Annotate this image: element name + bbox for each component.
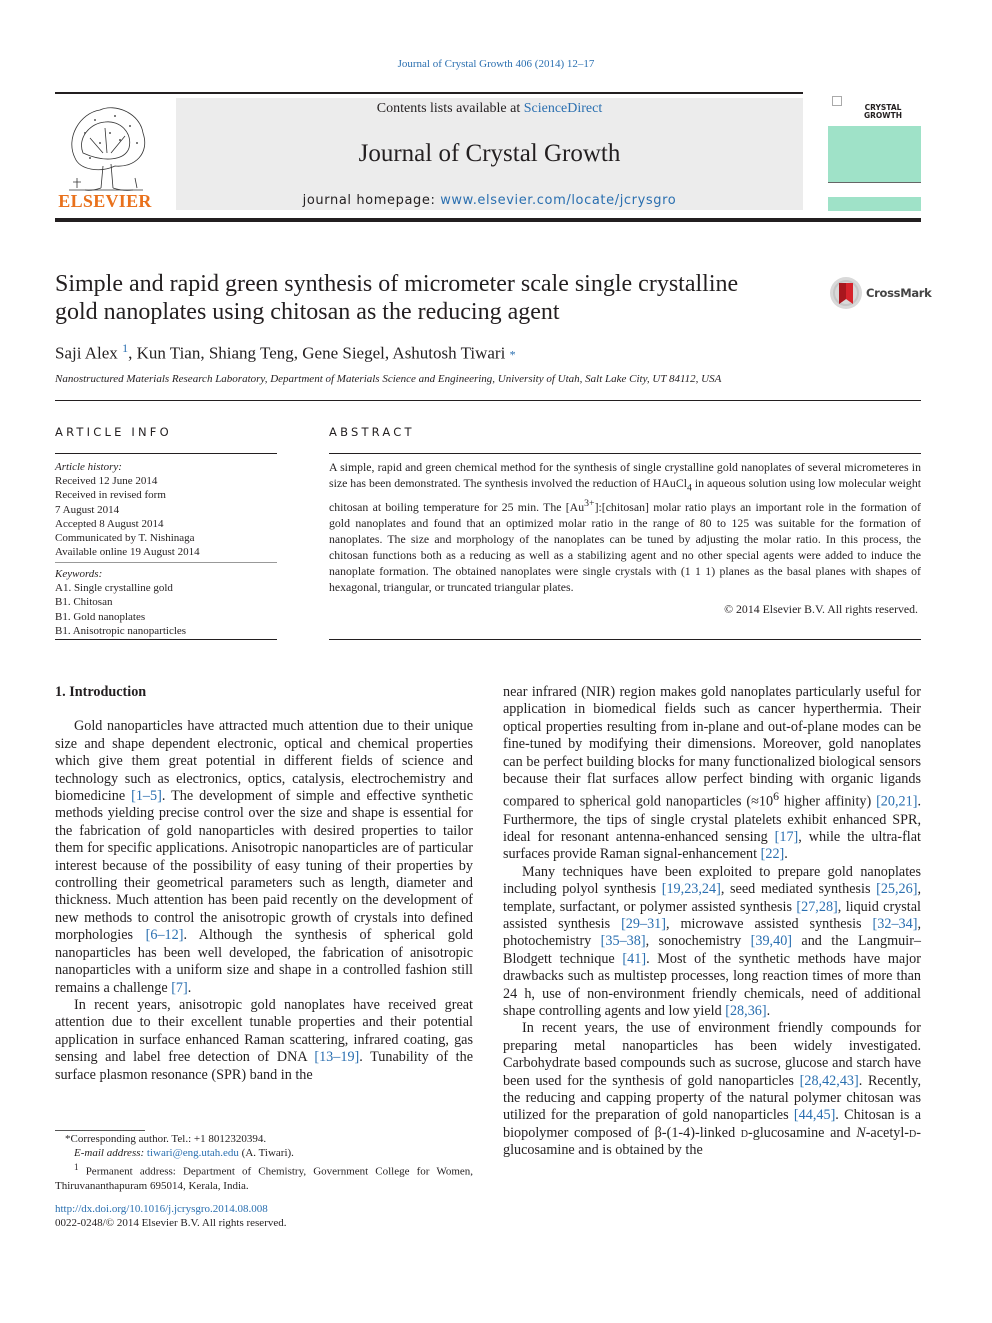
footnote-star: * [65,1133,71,1145]
author-footnote-mark[interactable]: 1 [122,341,129,355]
history-item: Received 12 June 2014 [55,475,158,488]
author-list [55,341,516,364]
cover-image [828,126,921,182]
small-caps: d [740,1124,749,1141]
paragraph [55,997,473,1084]
text: . The development of simple and effective synthetic methods yielding precise control over the size and shape is essential for the fabrication of gold nanoparticles with desired properties to tailor them for specific applications. Anisotropic nanoparticles are of particular interest because of the possibility of easy tuning of their properties by controlling their geometrical parameters such as length, diameter and thickness. Much attention has been paid recently on the development of new methods to control the anisotropic growth of crystals into defined morphologies [55,788,473,944]
footnote-text: Corresponding author. Tel.: +1 8012320394. [70,1133,267,1145]
doi-block [55,1202,287,1231]
affiliation: Nanostructured Materials Research Laboratory, Department of Materials Science and Engineering, University of Utah, Salt Lake City, UT 84112, USA [55,373,722,385]
email-link[interactable]: tiwari@eng.utah.edu [146,1147,239,1159]
text: , while the ultra-flat surfaces provide Raman signal-enhancement [503,828,921,863]
info-top-rule [55,400,921,401]
text: -acetyl- [865,1124,910,1141]
cover-band [828,197,921,211]
journal-homepage [176,193,803,208]
abstract-text [329,459,921,595]
contents-line [176,101,803,117]
small-caps: d [909,1124,917,1141]
text: , microwave assisted synthesis [665,916,873,933]
sciencedirect-link[interactable]: ScienceDirect [523,101,603,116]
keywords [55,567,277,638]
title-line-1: Simple and rapid green synthesis of micrometer scale single crystalline [55,271,739,297]
article-info-heading: ARTICLE INFO [55,425,172,439]
citation-link[interactable]: [25,26] [876,881,918,898]
citation-link[interactable]: [1–5] [131,788,162,805]
body-left-column [55,684,473,1084]
text: Gold nanoparticles have attracted much attention due to their unique size and shape dependent electronic, optical and chemical properties which give them great potential in different fields of science and technology such as electronics, optics, catalysis, electrochemistry and biomedicine [55,718,473,805]
history-item: Received in revised form [55,489,166,502]
keywords-rule [55,562,277,563]
footnote-text: (A. Tiwari). [238,1147,294,1159]
citation-link[interactable]: [35–38] [600,933,646,950]
journal-name: Journal of Crystal Growth [358,140,621,167]
citation-link[interactable]: [20,21] [876,794,918,811]
text: , seed mediated synthesis [720,881,877,898]
text: . Recently, the reducing and capping property of the natural polymer chitosan was utilized for the preparation of gold nanoparticles [503,1072,921,1124]
cover-mini-logo-icon [832,96,842,106]
paragraph [503,684,921,864]
text: , template, surfactant, or polymer assisted synthesis [503,881,922,915]
contents-prefix: Contents lists available at [376,101,524,116]
header-top-rule [55,92,803,94]
text: . Chitosan is a biopolymer composed of β-(1-4)-linked [503,1107,921,1141]
citation-link[interactable]: [22] [760,846,785,863]
cover-rule [828,182,921,183]
text: higher affinity) [779,794,877,811]
text: , liquid crystal assisted synthesis [503,898,921,933]
superscript: 6 [773,789,779,804]
abstract-copyright: © 2014 Elsevier B.V. All rights reserved. [724,602,918,616]
abstract-superscript: 3+ [584,498,595,510]
text: . [766,1003,771,1020]
footnote-corresponding [55,1132,473,1146]
footnote-1 [55,1160,473,1193]
citation-link[interactable]: [19,23,24] [661,881,721,898]
citation-link[interactable]: [27,28] [796,898,838,915]
author-first: Saji Alex [55,343,118,363]
info-bottom-rule [55,639,277,640]
text: . Although the synthesis of spherical gold nanoparticles has been well developed, the fabrication of anisotropic nanoparticles with a uniform size and shape in a controlled fashion still remains a challenge [55,927,473,996]
doi-link[interactable]: http://dx.doi.org/10.1016/j.jcrysgro.2014.08.008 [55,1203,268,1215]
homepage-prefix: journal homepage: [302,193,441,208]
text: . [187,979,192,996]
corresponding-author-mark[interactable]: * [509,347,516,362]
citation-line[interactable]: Journal of Crystal Growth 406 (2014) 12–17 [397,58,595,70]
article-info-rule [55,453,277,454]
title-line-2: gold nanoplates using chitosan as the reducing agent [55,299,560,325]
email-label: E-mail address: [74,1147,145,1159]
citation-link[interactable]: [44,45] [793,1107,836,1124]
body-right-column [503,684,921,1160]
elsevier-wordmark: ELSEVIER [58,191,152,211]
abstract-part: ]:[chitosan] molar ratio plays an important role in the formation of gold nanoplates and found that an optimized molar ratio in the range of 80 to 125 was suitable for the formation of nanoplates. The size and morphology of the nanoplates can be tuned by adjusting the molar ratio. In this process, the chitosan functions both as a reducing as well as a stabilizing agent and no other special agents were added to induce the nanoplate formation. The obtained nanoplates were single crystals with (1 1 1) planes as the basal planes with shapes of hexagonal, triangular, or truncated triangular plates. [329,500,921,595]
footnote-email [55,1146,473,1160]
footnote-text: Permanent address: Department of Chemistry, Government College for Women, Thiruvananthapuram 695014, Kerala, India. [55,1165,474,1193]
author-rest: , Kun Tian, Shiang Teng, Gene Siegel, Ashutosh Tiwari [128,343,506,363]
footnote-mark: 1 [74,1162,79,1172]
issn-line: 0022-0248/© 2014 Elsevier B.V. All rights reserved. [55,1217,287,1230]
abstract-part: in aqueous solution using low molecular weight chitosan at boiling temperature for 25 min. The [Au [329,476,922,515]
homepage-link[interactable]: www.elsevier.com/locate/jcrysgro [440,193,677,208]
text: In recent years, anisotropic gold nanoplates have received great attention due to their excellent tunable properties and their potential application in surface enhanced Raman scattering, infrared coating, gas sensing and label free detection of DNA [55,996,473,1066]
text: , sonochemistry [645,933,751,950]
citation-link[interactable]: [41] [622,950,647,967]
citation-link[interactable]: [29–31] [621,916,666,933]
text: -glucosamine and is obtained by the [503,1124,921,1159]
history-item: Communicated by T. Nishinaga [55,532,195,545]
text: Many techniques have been exploited to prepare gold nanoplates including polyol synthesis [503,863,921,898]
paragraph [503,1020,921,1159]
abstract-subscript: 4 [686,482,692,494]
keyword-item: B1. Gold nanoplates [55,610,146,623]
abstract-rule [329,453,921,454]
abstract-bottom-rule [329,639,921,640]
text: near infrared (NIR) region makes gold nanoplates particularly useful for application in biomedical fields such as cancer hyperthermia. Their optical properties resulting from in-plane and out-of-plane modes can be fine-tuned by modifying their dimensions. Moreover, gold nanoplates can be perfect building blocks for many functionalized biological sensors because their flat surfaces allow perfect binding with organic ligands compared to spherical gold nanoparticles (≈10 [503,684,921,811]
text: and the Langmuir–Blodgett technique [503,933,922,967]
citation-link[interactable]: [13–19] [314,1049,360,1066]
text: . Most of the synthetic methods have major drawbacks such as multistep processes, long reaction times of more than 24 h, use of non-environment friendly chemicals, need of additional shape controlling agents and low yield [503,950,921,1020]
citation-link[interactable]: [28,42,43] [799,1072,859,1089]
keywords-label: Keywords: [55,568,103,580]
abstract-heading: ABSTRACT [329,425,415,439]
text: . Tunability of the surface plasmon resonance (SPR) band in the [55,1049,473,1083]
history-item: Available online 19 August 2014 [55,546,200,559]
paragraph [55,718,473,997]
citation-link[interactable]: [28,36] [725,1003,767,1020]
history-label: Article history: [55,461,122,473]
abstract-part: A simple, rapid and green chemical method for the synthesis of single crystalline gold nanoplates of several micrometeres in size has been demonstrated. The synthesis involved the reduction of HAuCl [329,460,921,490]
keyword-item: A1. Single crystalline gold [55,582,173,595]
article-history [55,460,277,559]
section-title: 1. Introduction [55,684,147,700]
footnote-rule [55,1130,145,1131]
text: -glucosamine and [748,1124,857,1141]
text: , photochemistry [503,916,921,950]
citation-link[interactable]: [6–12] [145,927,184,944]
article-title [55,270,825,326]
citation-link[interactable]: [7] [171,979,188,996]
cover-title: CRYSTAL GROWTH [864,103,902,120]
header-bottom-rule [55,218,921,222]
history-item: 7 August 2014 [55,503,120,516]
paragraph [503,864,921,1021]
crossmark-label[interactable]: CrossMark [866,286,932,300]
citation-link[interactable]: [32–34] [872,916,918,933]
history-item: Accepted 8 August 2014 [55,517,164,530]
italic: N [856,1124,866,1141]
citation-link[interactable]: [39,40] [750,933,793,950]
text: . [784,846,788,863]
keyword-item: B1. Anisotropic nanoparticles [55,624,187,637]
text: . Furthermore, the tips of single crystal platelets exhibit enhanced SPR, ideal for resonant antenna-enhanced sensing [503,794,921,845]
keyword-item: B1. Chitosan [55,596,113,609]
text: In recent years, the use of environment friendly compounds for preparing metal nanoparticles has been widely investigated. Carbohydrate based compounds such as sucrose, glucose and starch have been used for the synthesis of gold nanoparticles [503,1020,921,1089]
citation-link[interactable]: [17] [774,828,799,845]
